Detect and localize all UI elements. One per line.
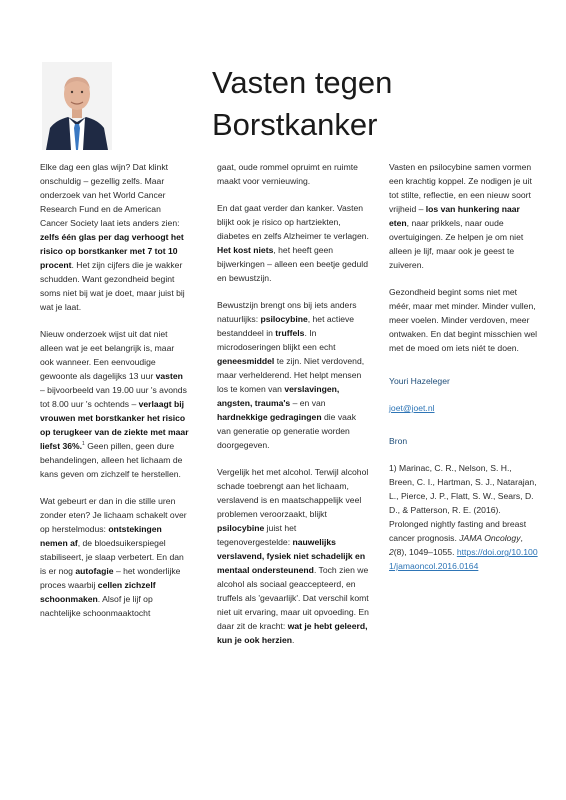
bold-text: truffels	[275, 328, 305, 338]
text-run: Nieuw onderzoek wijst uit dat niet alleen wat je eet belangrijk is, maar ook wanneer. Een eenvoudige gewoonte als dagelijks 13 uur	[40, 329, 175, 381]
bold-text: nauwelijks verslavend, fysiek niet schadelijk en mentaal ondersteunend	[217, 537, 366, 575]
text-run: . Het zijn cijfers die je wakker schudden. Want gezondheid begint soms niet bij wat je doet, maar juist bij wat je laat.	[40, 260, 185, 312]
text-run: – en van	[290, 398, 326, 408]
text-run: , naar prikkels, naar oude overtuigingen. Ze helpen je om niet alleen je lijf, maar ook je geest te zuiveren.	[389, 218, 524, 270]
bold-text: verslavingen, angsten, trauma's	[217, 384, 340, 408]
bold-text: ontstekingen nemen af	[40, 524, 162, 548]
text-run: Wat gebeurt er dan in die stille uren zonder eten? Je lichaam schakelt over op herstelmodus:	[40, 496, 187, 534]
source-heading: Bron	[389, 436, 408, 446]
text-run: – het wonderlijke proces waarbij	[40, 566, 181, 590]
text-run: . Toch zien we alcohol als sociaal geaccepteerd, en truffels als 'gevaarlijk'. Dat verschil komt niet uit ervaring, maar uit opvoeding. En daar zit de kracht:	[217, 565, 369, 631]
author-photo	[42, 62, 112, 150]
title-line-1: Vasten tegen	[212, 65, 393, 100]
text-run: (8), 1049–1055.	[393, 547, 457, 557]
text-run: , de bloedsuikerspiegel stabiliseert, je slaap verbetert. En dan is er nog	[40, 538, 184, 576]
text-run: Elke dag een glas wijn? Dat klinkt onschuldig – gezellig zelfs. Maar onderzoek van het World Cancer Research Fund en de American Cancer Society laat iets anders zien:	[40, 162, 180, 228]
bold-text: hardnekkige gedragingen	[217, 412, 322, 422]
text-run: die vaak van generatie op generatie worden doorgegeven.	[217, 412, 356, 450]
bold-text: autofagie	[75, 566, 114, 576]
footnote-ref: 1	[82, 441, 85, 448]
author-name: Youri Hazeleger	[389, 376, 450, 386]
author-email-link[interactable]: joet@joet.nl	[389, 403, 435, 413]
text-run: .	[291, 635, 295, 645]
text-run: Vasten en psilocybine samen vormen een krachtig koppel. Ze nodigen je uit tot stilte, reflectie, en een nieuw soort vrijheid –	[389, 162, 532, 214]
bold-text: Het kost niets	[217, 245, 274, 255]
paragraph	[389, 160, 539, 272]
bold-text: psilocybine	[217, 523, 265, 533]
paragraph	[217, 465, 369, 647]
bold-text: zelfs één glas per dag verhoogt het risico op borstkanker met 7 tot 10 procent	[40, 232, 184, 270]
bold-text: los van hunkering naar eten	[389, 204, 520, 228]
text-run: Bewustzijn brengt ons bij iets anders natuurlijks:	[217, 300, 357, 324]
text-run: Gezondheid begint soms niet met méér, maar met minder. Minder vullen, meer voelen. Minder verdoven, meer ontwaken. En dat begint misschien wel met de moed om iets niét te doen.	[389, 287, 538, 353]
text-run: . In microdoseringen blijkt een echt	[217, 328, 336, 352]
bold-text: cellen zichzelf schoonmaken	[40, 580, 156, 604]
bold-text: psilocybine	[260, 314, 308, 324]
text-run: juist het tegenovergestelde:	[217, 523, 297, 547]
author-portrait-icon	[42, 62, 112, 150]
paragraph	[217, 298, 369, 452]
title-line-2: Borstkanker	[212, 107, 378, 142]
text-run: gaat, oude rommel opruimt en ruimte maakt voor vernieuwing.	[217, 162, 358, 186]
citation-text	[389, 463, 537, 557]
italic-text: JAMA Oncology	[459, 533, 521, 543]
bold-text: wat je hebt geleerd, kun je ook herzien	[217, 621, 368, 645]
doi-link[interactable]: https://doi.org/10.1001/jamaoncol.2016.0164	[389, 547, 538, 571]
text-run: . Alsof je lijf op nachtelijke schoonmaaktocht	[40, 594, 153, 618]
column-2	[217, 160, 369, 660]
paragraph	[40, 160, 190, 314]
text-run: Geen pillen, geen dure behandelingen, alleen het lichaam de kans geven om zichzelf te herstellen.	[40, 441, 183, 479]
text-run: Vergelijk het met alcohol. Terwijl alcohol schade toebrengt aan het lichaam, verslavend is en maatschappelijk veel problemen veroorzaakt, blijkt	[217, 467, 369, 519]
bold-text: geneesmiddel	[217, 356, 275, 366]
article-title	[212, 62, 532, 146]
text-run: , het heeft geen bijwerkingen – alleen een beetje geduld en bewustzijn.	[217, 245, 368, 283]
text-run: 1) Marinac, C. R., Nelson, S. H., Breen, C. I., Hartman, S. J., Natarajan, L., Pierce, J. P., Flatt, S. W., Sears, D. D., & Patterson, R. E. (2016). Prolonged nightly fasting and breast cancer prognosis.	[389, 463, 537, 543]
paragraph	[40, 327, 190, 481]
text-run: En dat gaat verder dan kanker. Vasten blijkt ook je risico op hartziekten, diabetes en zelfs Alzheimer te verlagen.	[217, 203, 369, 241]
paragraph	[217, 160, 369, 188]
text-run: – bijvoorbeeld van 19.00 uur 's avonds tot 8.00 uur 's ochtends –	[40, 385, 187, 409]
text-run: te zijn. Niet verdovend, maar verhelderend. Het helpt mensen los te komen van	[217, 356, 365, 394]
paragraph	[389, 285, 539, 355]
text-run: , het actieve bestanddeel in	[217, 314, 355, 338]
paragraph	[217, 201, 369, 285]
column-1	[40, 160, 190, 633]
source-citation	[389, 461, 539, 573]
italic-text: 2	[389, 547, 394, 557]
bold-text: verlaagt bij vrouwen met borstkanker het risico op terugkeer van de ziekte met maar liefst 36%.	[40, 399, 189, 451]
bold-text: vasten	[155, 371, 183, 381]
text-run: ,	[520, 533, 523, 543]
paragraph	[40, 494, 190, 620]
column-3	[389, 160, 539, 573]
